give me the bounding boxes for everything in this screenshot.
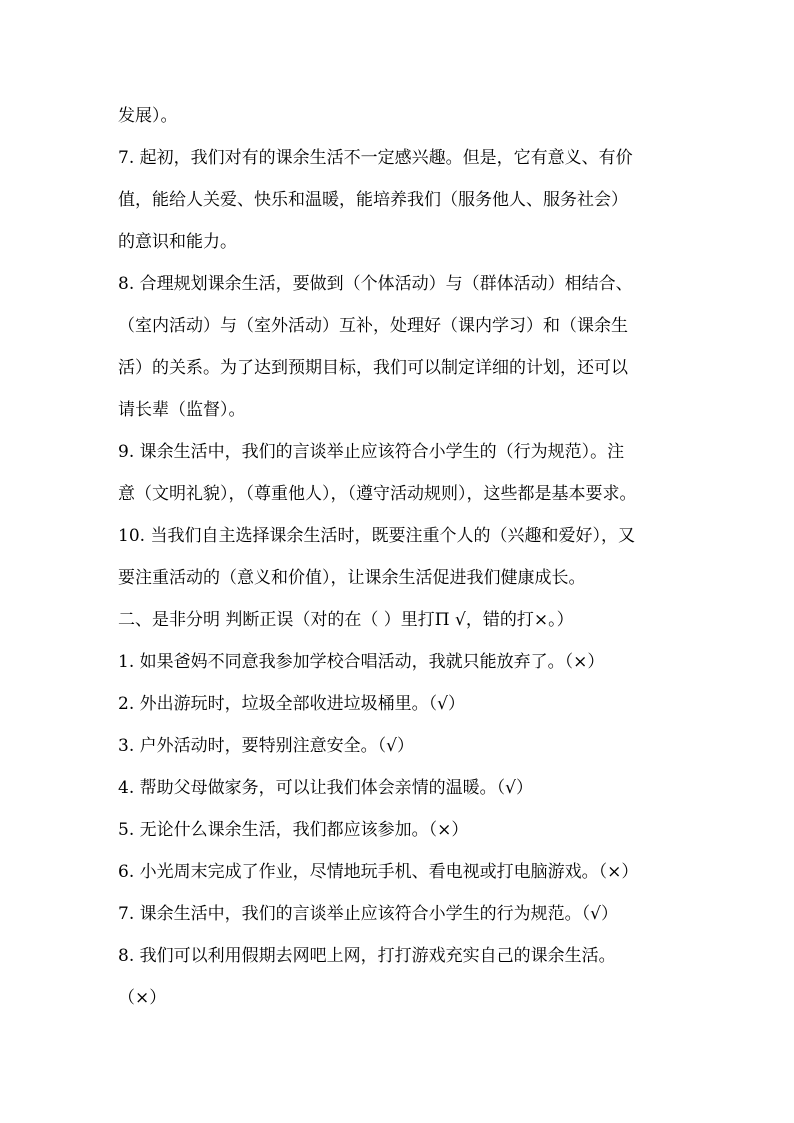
text-line: 5. 无论什么课余生活，我们都应该参加。（×）	[118, 820, 469, 840]
text-line: 意（文明礼貌），（尊重他人），（遵守活动规则），这些都是基本要求。	[118, 484, 637, 504]
text-line: 2. 外出游玩时，垃圾全部收进垃圾桶里。（√）	[118, 694, 465, 714]
text-line: （室内活动）与（室外活动）互补，处理好（课内学习）和（课余生	[118, 316, 628, 336]
text-line: 10. 当我们自主选择课余生活时，既要注重个人的（兴趣和爱好），又	[118, 526, 635, 546]
text-line: 8. 我们可以利用假期去网吧上网，打打游戏充实自己的课余生活。	[118, 946, 616, 966]
text-line: 活）的关系。为了达到预期目标，我们可以制定详细的计划，还可以	[118, 358, 628, 378]
text-line: 4. 帮助父母做家务，可以让我们体会亲情的温暖。（√）	[118, 778, 533, 798]
text-line: 请长辈（监督）。	[118, 400, 246, 420]
text-line: 6. 小光周末完成了作业，尽情地玩手机、看电视或打电脑游戏。（×）	[118, 862, 639, 882]
text-line: 9. 课余生活中，我们的言谈举止应该符合小学生的（行为规范）。注	[118, 442, 625, 462]
text-line: 8. 合理规划课余生活，要做到（个体活动）与（群体活动）相结合、	[118, 274, 633, 294]
text-line: 值，能给人关爱、快乐和温暖，能培养我们（服务他人、服务社会）	[118, 190, 628, 210]
text-line: 1. 如果爸妈不同意我参加学校合唱活动，我就只能放弃了。（×）	[118, 652, 605, 672]
text-line: 7. 起初，我们对有的课余生活不一定感兴趣。但是，它有意义、有价	[118, 148, 633, 168]
text-line: 7. 课余生活中，我们的言谈举止应该符合小学生的行为规范。（√）	[118, 904, 618, 924]
section-heading: 二、是非分明 判断正误（对的在（ ）里打Π √，错的打×。）	[118, 610, 574, 630]
text-line: 3. 户外活动时，要特别注意安全。（√）	[118, 736, 414, 756]
text-line: 要注重活动的（意义和价值），让课余生活促进我们健康成长。	[118, 568, 586, 588]
text-line: （×）	[118, 988, 167, 1008]
text-line: 发展）。	[118, 106, 178, 126]
text-line: 的意识和能力。	[118, 232, 237, 252]
